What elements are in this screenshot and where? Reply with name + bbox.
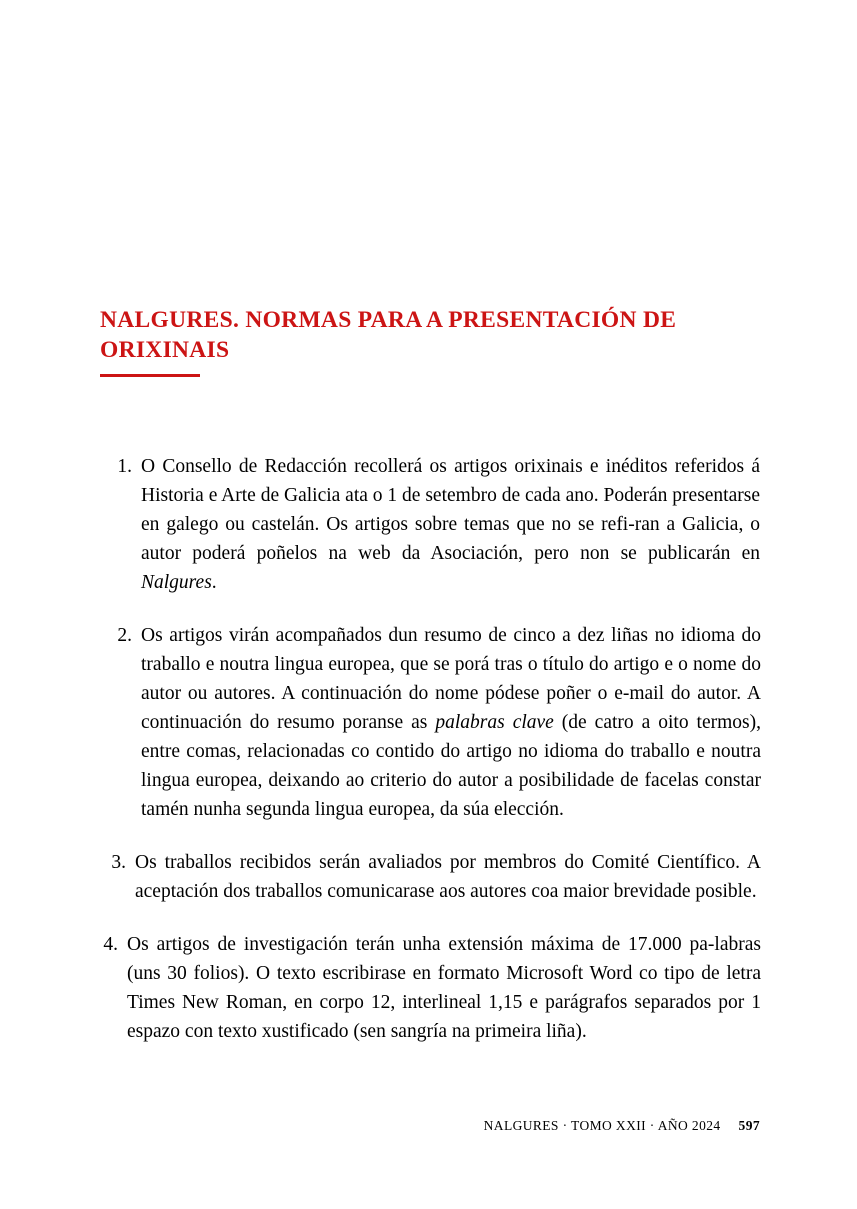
list-item-number: 2.	[117, 624, 132, 646]
title-block	[100, 305, 760, 377]
rule-text-segment: Os artigos de investigación terán unha extensión máxima de 17.000 pa-labras (uns 30 folios). O texto escribirase en formato Microsoft Word co tipo de letra Times New Roman, en corpo 12, interlineal 1,15 e parágrafos separados por 1 espazo con texto xustificado (sen sangría na primeira liña).	[127, 933, 761, 1042]
list-item-number: 1.	[117, 455, 132, 477]
rule-text-segment: Os artigos virán acompañados dun resumo de cinco a dez liñas no idioma do traballo e noutra lingua europea, que se porá tras o título do artigo e o nome do autor ou autores. A continuación do nome pódese poñer o e-mail do autor. A continuación do resumo poranse as	[141, 624, 761, 733]
list-item-text	[141, 452, 760, 597]
page-title: NALGURES. NORMAS PARA A PRESENTACIÓN DE ORIXINAIS	[100, 307, 677, 363]
list-item-text	[127, 930, 761, 1046]
page-footer	[0, 1118, 760, 1134]
list-item	[0, 930, 857, 1046]
rule-italic-segment: palabras clave	[435, 711, 554, 733]
list-item	[0, 621, 857, 824]
list-item-text	[135, 848, 761, 906]
list-item-number: 3.	[111, 851, 126, 873]
list-item-number: 4.	[103, 933, 118, 955]
submission-rules-list	[0, 432, 857, 1065]
rule-text-segment: O Consello de Redacción recollerá os artigos orixinais e inéditos referidos á Historia e Arte de Galicia ata o 1 de setembro de cada ano. Poderán presentarse en galego ou castelán. Os artigos sobre temas que no se refi-ran a Galicia, o autor poderá poñelos na web da Asociación, pero non se publicarán en	[141, 455, 760, 564]
list-item	[0, 848, 857, 906]
rule-text-tail: (de catro a oito termos), entre comas, relacionadas co contido do artigo no idioma do traballo e noutra lingua europea, deixando ao criterio do autor a posibilidade de facelas constar tamén nunha segunda lingua europea, da súa elección.	[141, 711, 761, 820]
page-number: 597	[738, 1118, 760, 1133]
list-item-text	[141, 621, 761, 824]
rule-text-segment: Os traballos recibidos serán avaliados por membros do Comité Científico. A aceptación dos traballos comunicarase aos autores coa maior brevidade posible.	[135, 851, 761, 902]
title-underline-rule	[100, 374, 200, 377]
list-item	[0, 452, 857, 597]
footer-source-line: NALGURES · TOMO XXII · AÑO 2024	[483, 1118, 721, 1133]
rule-italic-segment: Nalgures	[141, 571, 212, 593]
rule-text-tail: .	[211, 571, 217, 593]
